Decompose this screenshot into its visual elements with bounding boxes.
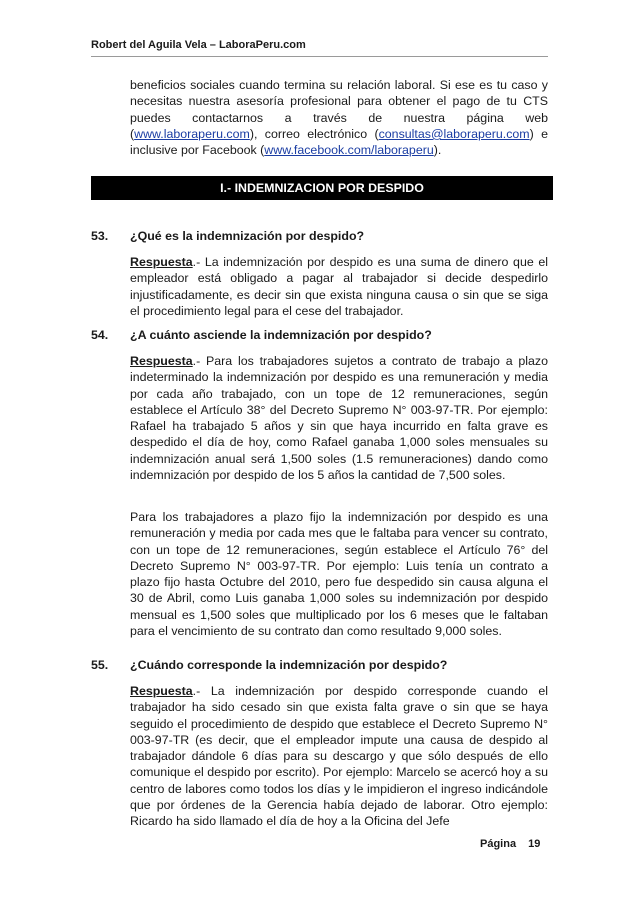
answer-text: .- La indemnización por despido es una suma de dinero que el empleador está obligado a pagar al trabajador si decide despedirlo injustificadamente, es decir sin que exista ninguna causa o sin que se siga el procedimiento legal para el cese del trabajador. <box>130 255 548 318</box>
answer-label: Respuesta <box>130 354 193 368</box>
answer-block <box>130 509 548 639</box>
page-label: Página <box>480 838 517 850</box>
answer-text: Para los trabajadores a plazo fijo la indemnización por despido es una remuneración y media por cada mes que le faltaba para vencer su contrato, con un tope de 12 remuneraciones, según establece el Artículo 76° del Decreto Supremo N° 003-97-TR. Por ejemplo: Luis tenía un contrato a plazo fijo hasta Octubre del 2010, pero fue despedido sin causa alguna el 30 de Abril, como Luis ganaba 1,000 soles su indemnización por despido mensual es 1,500 soles que multiplicado por los 6 meses que le faltaban para el vencimiento de su contrato dan como resultado 9,000 soles. <box>130 510 548 639</box>
answer-text: .- Para los trabajadores sujetos a contrato de trabajo a plazo indeterminado la indemnización por despido es una remuneración y media por cada año trabajado, con un tope de 12 remuneraciones, según establece el Artículo 38° del Decreto Supremo N° 003-97-TR. Por ejemplo: Rafael ha trabajado 5 años y sin que haya incurrido en falta grave es despedido el día de hoy, como Rafael ganaba 1,000 soles mensuales su indemnización anual será 1,500 soles (1.5 remuneraciones) dando como indemnización por despido de los 5 años la cantidad de 7,500 soles. <box>130 354 548 483</box>
question-number: 55. <box>91 658 109 672</box>
intro-text-1: beneficios sociales cuando termina su relación laboral. Si ese es tu caso y necesitas nuestra asesoría profesional para obtener el pago de tu CTS puedes contactarnos a través de nuestra página web ( <box>130 78 548 141</box>
answer-block <box>130 683 548 830</box>
intro-paragraph <box>130 77 548 158</box>
question-title: ¿Qué es la indemnización por despido? <box>130 229 365 243</box>
answer-text: .- La indemnización por despido corresponde cuando el trabajador ha sido cesado sin que exista falta grave o sin que se haya seguido el procedimiento de despido que establece el Decreto Supremo N° 003-97-TR (es decir, que el empleador impute una causa de despido al trabajador dándole 6 días para su descargo y que sólo después de ello comunique el despido por escrito). Por ejemplo: Marcelo se acercó hoy a su centro de labores como todos los días y le impidieron el ingreso indicándole que por órdenes de la Gerencia había dejado de laborar. Otro ejemplo: Ricardo ha sido llamado el día de hoy a la Oficina del Jefe <box>130 684 548 829</box>
website-link[interactable]: www.laboraperu.com <box>134 126 250 141</box>
answer-label: Respuesta <box>130 255 193 269</box>
question-title: ¿Cuándo corresponde la indemnización por despido? <box>130 658 448 672</box>
answer-label: Respuesta <box>130 684 193 698</box>
intro-text-3: ) e inclusive por Facebook ( <box>130 126 548 158</box>
page-header: Robert del Aguila Vela – LaboraPeru.com <box>91 39 306 51</box>
facebook-link[interactable]: www.facebook.com/laboraperu <box>264 143 434 158</box>
page-footer <box>480 838 540 850</box>
question-number: 53. <box>91 229 109 243</box>
answer-block <box>130 254 548 319</box>
question-title: ¿A cuánto asciende la indemnización por despido? <box>130 328 432 342</box>
answer-block <box>130 353 548 483</box>
question-number: 54. <box>91 328 109 342</box>
intro-text-4: ). <box>433 143 442 158</box>
intro-text-2: ), correo electrónico ( <box>249 126 379 141</box>
section-heading: I.- INDEMNIZACION POR DESPIDO <box>91 176 553 200</box>
email-link[interactable]: consultas@laboraperu.com <box>378 126 530 141</box>
header-divider <box>91 56 548 57</box>
page-number: 19 <box>528 838 541 850</box>
